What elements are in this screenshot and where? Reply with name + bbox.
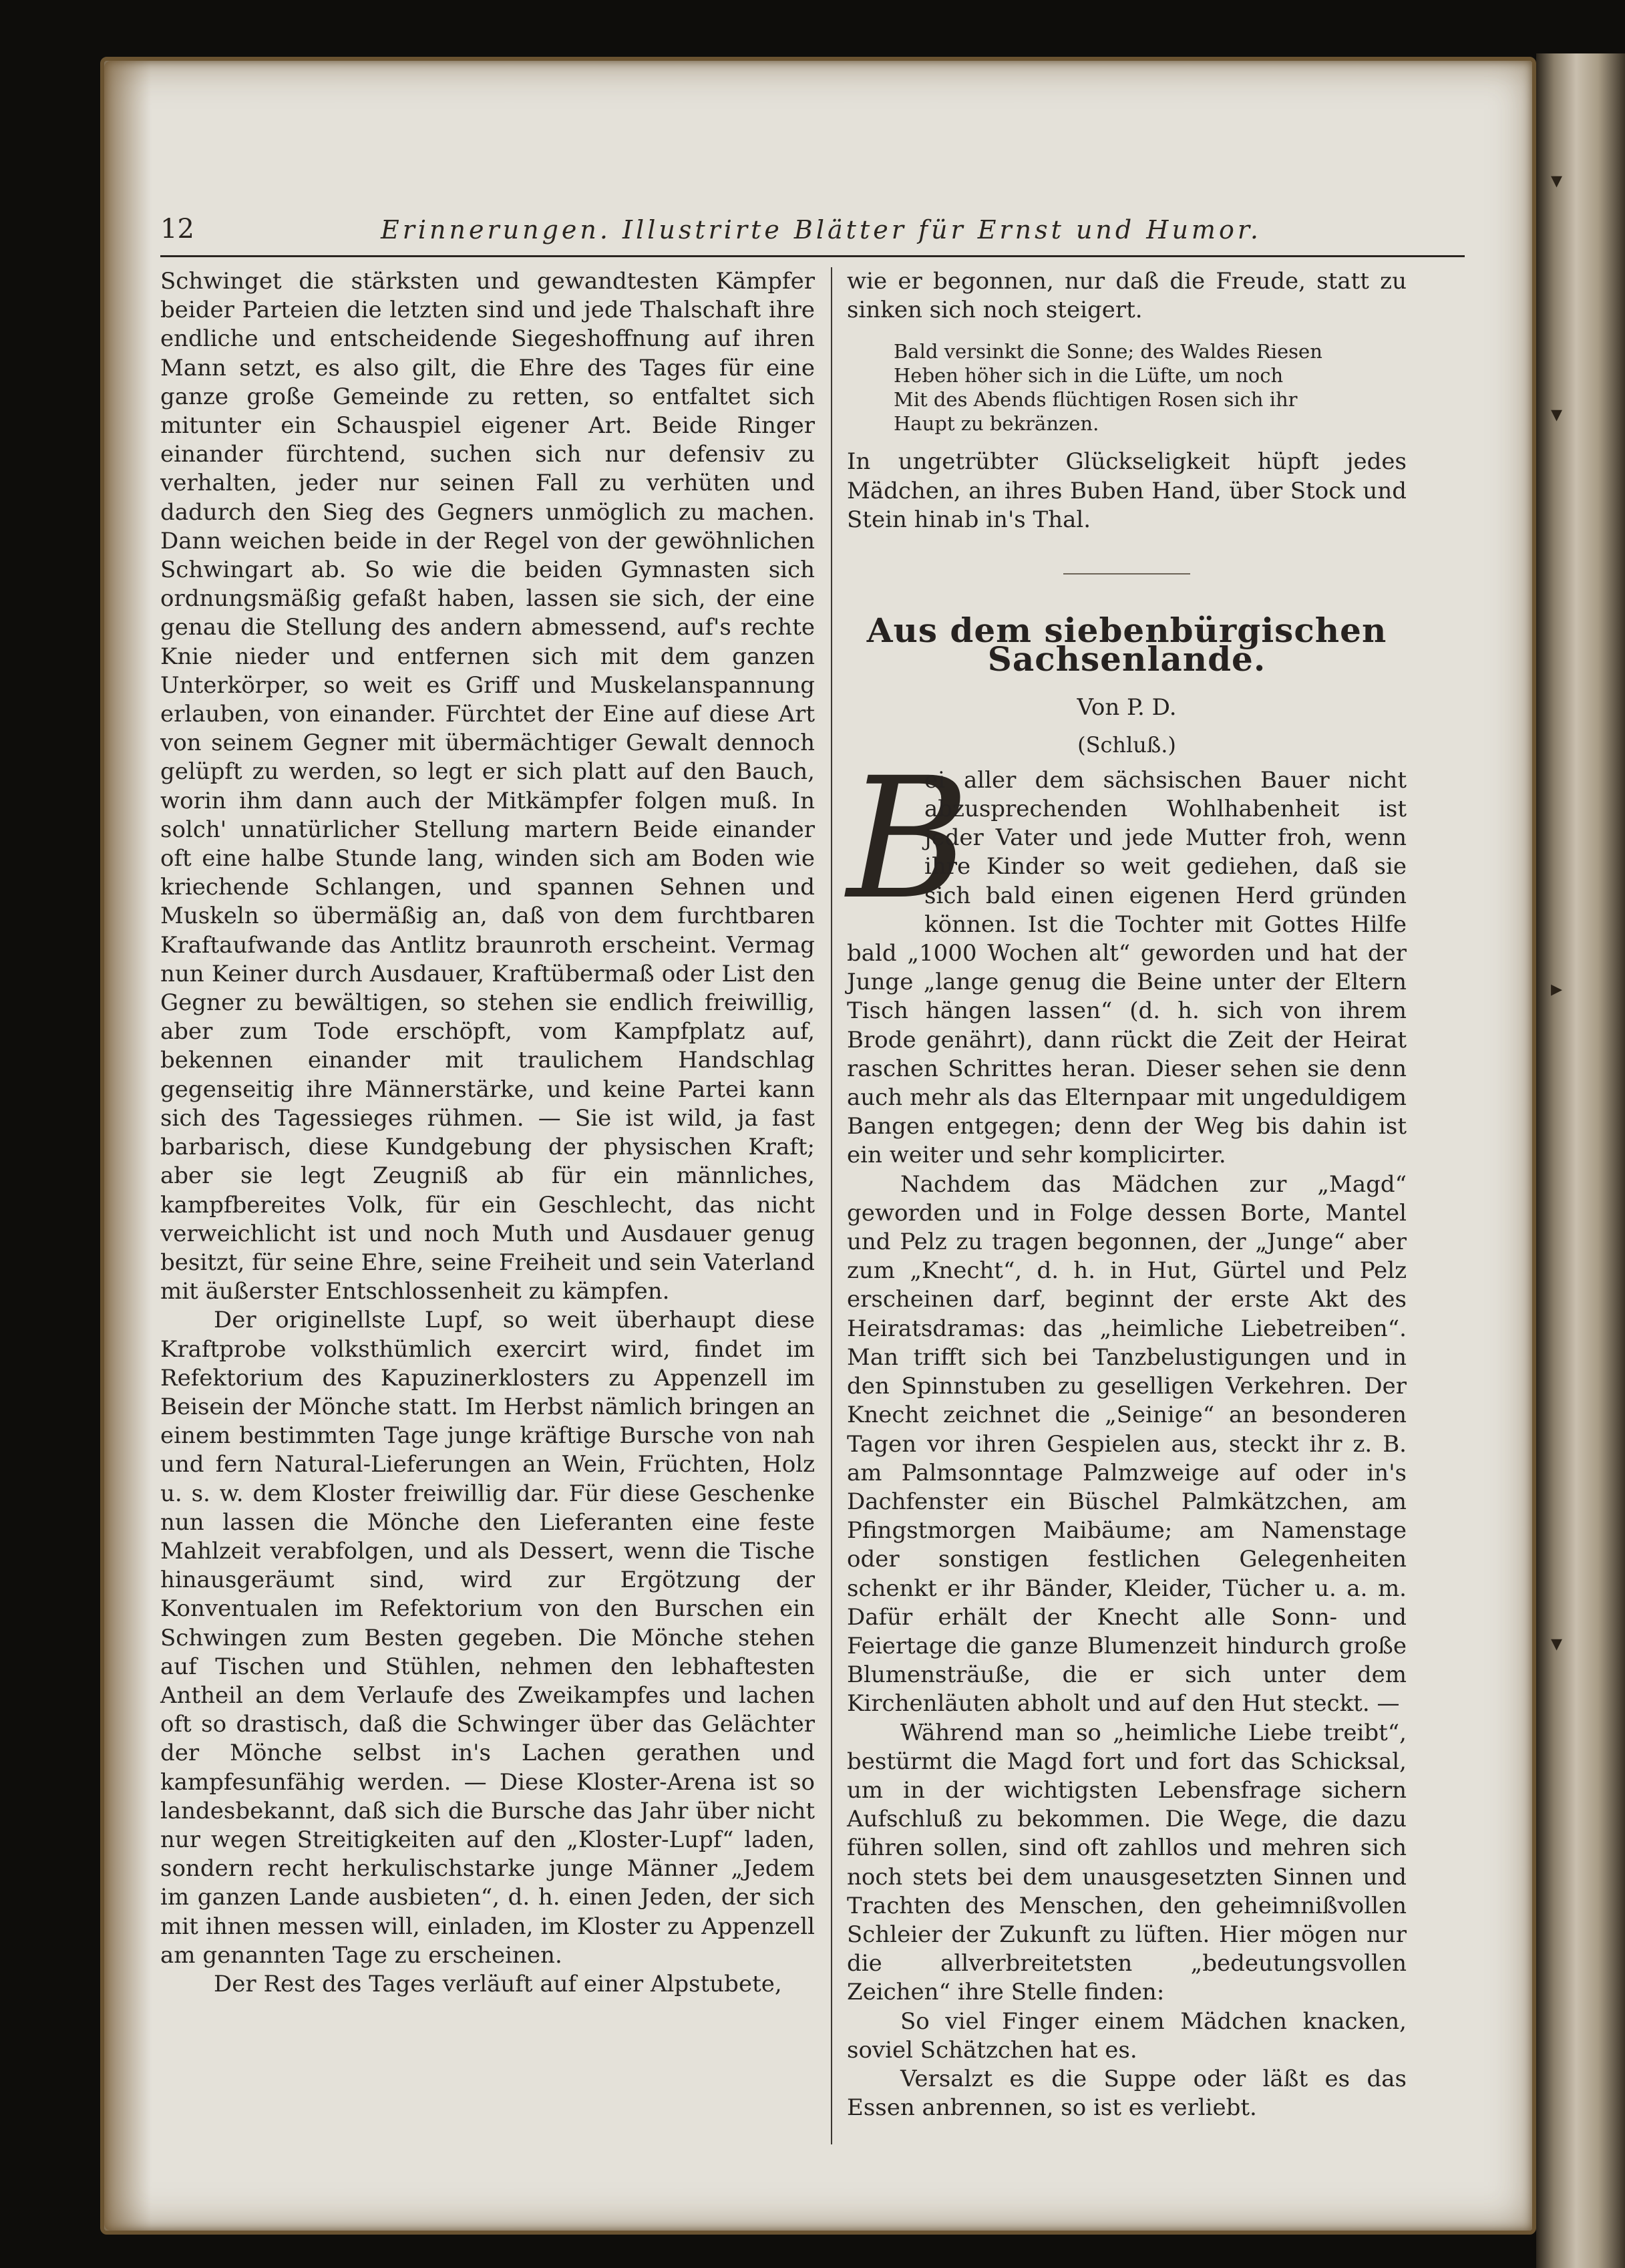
edge-tab-mark: ▾ xyxy=(1551,1630,1563,1657)
page-number: 12 xyxy=(160,214,194,245)
right-column xyxy=(847,267,1407,2122)
paragraph: Der Rest des Tages verläuft auf einer Alpstubete, xyxy=(214,1970,782,1997)
column-rule xyxy=(831,267,832,2144)
paragraph: wie er begonnen, nur daß die Freude, statt zu sinken sich noch steigert. xyxy=(847,268,1407,324)
page-header xyxy=(160,214,1465,257)
verse-line: Bald versinkt die Sonne; des Waldes Riesen xyxy=(894,340,1322,363)
edge-tab-mark: ▾ xyxy=(1551,401,1563,428)
paragraph: Versalzt es die Suppe oder läßt es das Essen anbrennen, so ist es verliebt. xyxy=(847,2065,1407,2122)
paragraph: Nachdem das Mädchen zur „Magd“ geworden und in Folge dessen Borte, Mantel und Pelz zu tragen begonnen, der „Junge“ aber zum „Knecht“, d. h. in Hut, Gürtel und Pelz erscheinen darf, beginnt der erste Akt des Heiratsdramas: das „heimliche Liebetreiben“. Man trifft sich bei Tanzbelustigungen und in den Spinnstuben zu geselligen Verkehren. Der Knecht zeichnet die „Seinige“ an besonderen Tagen vor ihren Gespielen aus, steckt ihr z. B. am Palmsonntage Palmzweige auf oder in's Dachfenster ein Büschel Palmkätzchen, am Pfingstmorgen Maibäume; am Namenstage oder sonstigen festlichen Gelegenheiten schenkt er ihr Bänder, Kleider, Tücher u. a. m. Dafür erhält der Knecht alle Sonn- und Feiertage die ganze Blumenzeit hindurch große Blumensträuße, die er sich unter dem Kirchenläuten abholt und auf den Hut steckt. — xyxy=(847,1170,1407,1718)
left-column xyxy=(160,267,815,1999)
section-divider xyxy=(1063,573,1190,575)
drop-cap: B xyxy=(847,741,970,936)
edge-tab-mark: ▸ xyxy=(1551,975,1563,1002)
paragraph: Schwinget die stärksten und gewandtesten Kämpfer beider Parteien die letzten sind und jede Thalschaft ihre endliche und entscheidende Siegeshoffnung auf ihren Mann setzt, es also gilt, die Ehre des Tages für eine ganze große Gemeinde zu retten, so entfaltet sich mitunter ein Schauspiel eigener Art. Beide Ringer einander fürchtend, suchen sich nur defensiv zu verhalten, jeder nur seinen Fall zu verhüten und dadurch den Sieg des Gegners unmöglich zu machen. Dann weichen beide in der Regel von der gewöhnlichen Schwingart ab. So wie die beiden Gymnasten sich ordnungsmäßig gefaßt haben, lassen sie sich, der eine genau die Stellung des andern abmessend, auf's rechte Knie nieder und entfernen sich mit dem ganzen Unterkörper, so weit es Griff und Muskelanspannung erlauben, von einander. Fürchtet der Eine auf diese Art von seinem Gegner mit übermächtiger Gewalt dennoch gelüpft zu werden, so legt er sich platt auf den Bauch, worin ihm dann auch der Mitkämpfer folgen muß. In solch' unnatürlicher Stellung martern Beide einander oft eine halbe Stunde lang, winden sich am Boden wie kriechende Schlangen, und spannen Sehnen und Muskeln so übermäßig an, daß von dem furchtbaren Kraftaufwande das Antlitz braunroth erscheint. Vermag nun Keiner durch Ausdauer, Kraftübermaß oder List den Gegner zu bewältigen, so stehen sie endlich freiwillig, aber zum Tode erschöpft, vom Kampfplatz auf, bekennen einander mit traulichem Handschlag gegenseitig ihre Männerstärke, und keine Partei kann sich des Tagessieges rühmen. — Sie ist wild, ja fast barbarisch, diese Kundgebung der physischen Kraft; aber sie legt Zeugniß ab für ein männliches, kampfbereites Volk, für ein Geschlecht, das nicht verweichlicht ist und noch Muth und Ausdauer genug besitzt, für seine Ehre, seine Freiheit und sein Vaterland mit äußerster Entschlossenheit zu kämpfen. xyxy=(160,268,815,1305)
paragraph-text: ei aller dem sächsischen Bauer nicht abzusprechenden Wohlhabenheit ist jeder Vater und jede Mutter froh, wenn ihre Kinder so weit gediehen, daß sie sich bald einen eigenen Herd gründen können. Ist die Tochter mit Gottes Hilfe bald „1000 Wochen alt“ geworden und hat der Junge „lange genug die Beine unter der Eltern Tisch hängen lassen“ (d. h. sich von ihrem Brode genährt), dann rückt die Zeit der Heirat raschen Schrittes heran. Dieser sehen sie denn auch mehr als das Elternpaar mit ungeduldigem Bangen entgegen; denn der Weg bis dahin ist ein weiter und sehr komplicirter. xyxy=(847,766,1407,1169)
paragraph: So viel Finger einem Mädchen knacken, soviel Schätzchen hat es. xyxy=(847,2007,1407,2064)
book-page-edges xyxy=(1536,53,1625,2268)
paragraph: Der originellste Lupf, so weit überhaupt diese Kraftprobe volksthümlich exercirt wird, findet im Refektorium des Kapuzinerklosters zu Appenzell im Beisein der Mönche statt. Im Herbst nämlich bringen an einem bestimmten Tage junge kräftige Bursche von nah und fern Natural-Lieferungen an Wein, Früchten, Holz u. s. w. dem Kloster freiwillig dar. Für diese Geschenke nun lassen die Mönche den Lieferanten eine feste Mahlzeit verabfolgen, und als Dessert, wenn die Tische hinausgeräumt sind, wird zur Ergötzung der Konventualen im Refektorium von den Burschen ein Schwingen zum Besten gegeben. Die Mönche stehen auf Tischen und Stühlen, nehmen den lebhaftesten Antheil an dem Verlaufe des Zweikampfes und lachen oft so drastisch, daß die Schwinger über das Gelächter der Mönche selbst in's Lachen gerathen und kampfesunfähig werden. — Diese Kloster-Arena ist so landesbekannt, daß sich die Bursche das Jahr über nicht nur wegen Streitigkeiten auf den „Kloster-Lupf“ laden, sondern recht herkulischstarke junge Männer „Jedem im ganzen Lande ausbieten“, d. h. einen Jeden, der sich mit ihnen messen will, einladen, im Kloster zu Appenzell am genannten Tage zu erscheinen. xyxy=(160,1307,815,1969)
running-title: Erinnerungen. Illustrirte Blätter für Ernst und Humor. xyxy=(381,215,1262,245)
continuation-note: (Schluß.) xyxy=(1077,732,1176,758)
edge-tab-mark: ▾ xyxy=(1551,167,1563,194)
byline: Von P. D. xyxy=(1077,694,1177,721)
verse-line: Mit des Abends flüchtigen Rosen sich ihr xyxy=(894,388,1298,412)
verse-line: Haupt zu bekränzen. xyxy=(894,412,1099,436)
paragraph: In ungetrübter Glückseligkeit hüpft jedes Mädchen, an ihres Buben Hand, über Stock und Stein hinab in's Thal. xyxy=(847,448,1407,533)
article-title: Aus dem siebenbürgischen Sachsenlande. xyxy=(866,611,1387,679)
verse-line: Heben höher sich in die Lüfte, um noch xyxy=(894,364,1284,387)
verse-block xyxy=(894,339,1407,436)
paragraph: Während man so „heimliche Liebe treibt“, bestürmt die Magd fort und fort das Schicksal, um in der wichtigsten Lebensfrage sichern Aufschluß zu bekommen. Die Wege, die dazu führen sollen, sind oft zahllos und mehren sich noch stets bei dem unausgesetzten Sinnen und Trachten des Menschen, den geheimnißvollen Schleier der Zukunft zu lüften. Hier mögen nur die allverbreitetsten „bedeutungsvollen Zeichen“ ihre Stelle finden: xyxy=(847,1719,1407,2006)
